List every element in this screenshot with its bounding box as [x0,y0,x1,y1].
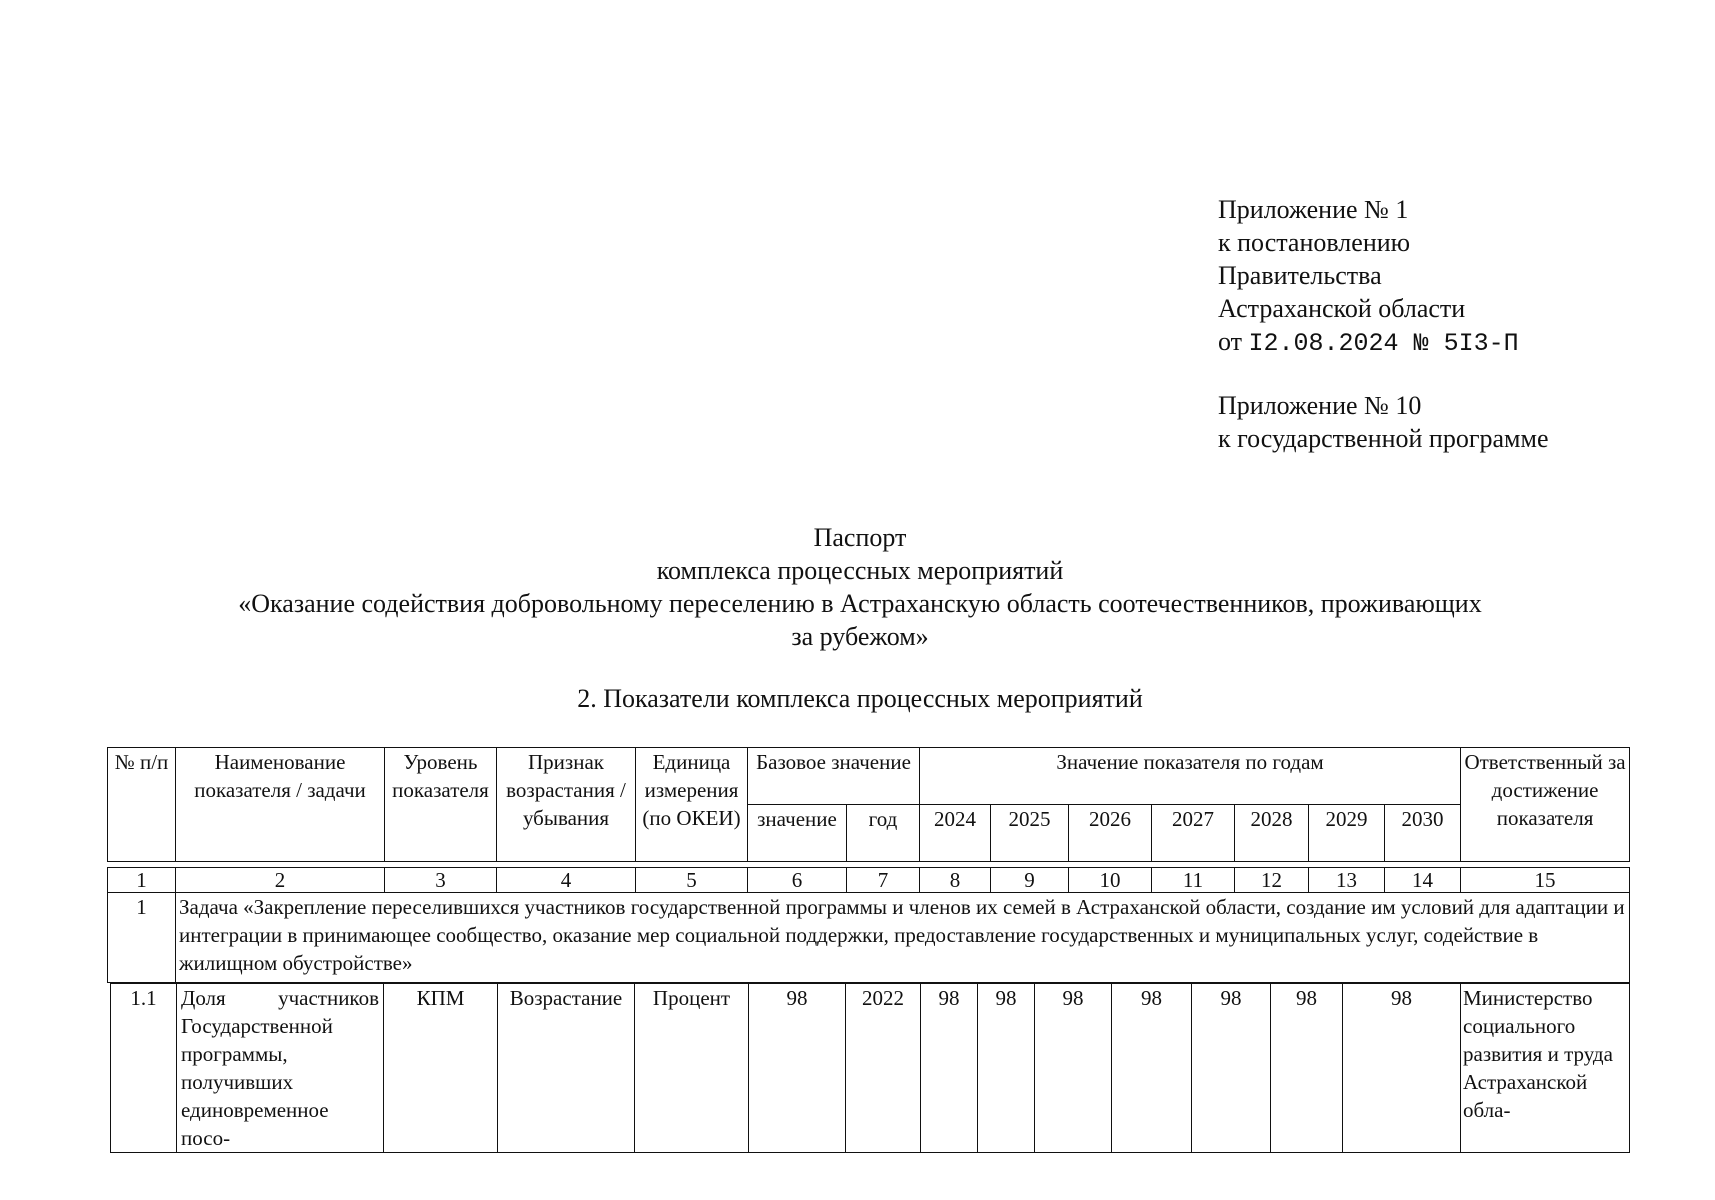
header-responsible: Ответственный за достижение показателя [1461,748,1630,862]
header-year: 2025 [991,805,1069,862]
indicator-row [110,983,1630,1153]
column-number: 13 [1309,868,1385,893]
column-number: 10 [1069,868,1152,893]
column-number: 6 [748,868,847,893]
header-base: Базовое значение [748,748,920,805]
appendix-1-line: Астраханской области [1218,294,1466,323]
column-number: 7 [847,868,920,893]
date-and-number: I2.08.2024 № 5I3-П [1248,329,1519,358]
indicator-value-2025: 98 [978,984,1035,1153]
indicator-value-2028: 98 [1192,984,1271,1153]
header-sign: Признак возрастания / убывания [497,748,636,862]
indicator-value-2029: 98 [1271,984,1343,1153]
column-number: 15 [1461,868,1630,893]
column-number: 3 [385,868,497,893]
column-number: 14 [1385,868,1461,893]
column-number: 4 [497,868,636,893]
indicator-name: Доля участников Государственной программы, получивших единовременное посо- [177,984,384,1153]
header-num: № п/п [108,748,176,862]
indicator-responsible: Министерство социального развития и труда Астраханской обла- [1461,984,1630,1153]
column-number: 1 [108,868,176,893]
title-line: Паспорт [813,523,907,552]
title-line: «Оказание содействия добровольному переселению в Астраханскую область соотечественников, проживающих [238,589,1482,618]
appendix-1-line: к постановлению [1218,228,1411,257]
title-line: за рубежом» [791,622,929,651]
indicator-value-2024: 98 [921,984,978,1153]
header-year: 2029 [1309,805,1385,862]
header-base-year: год [847,805,920,862]
indicator-level: КПМ [384,984,498,1153]
appendix-10-line: к государственной программе [1218,424,1549,453]
header-unit: Единица измерения (по ОКЕИ) [636,748,748,862]
column-numbers-row [107,867,1630,893]
header-year: 2028 [1235,805,1309,862]
title-line: комплекса процессных мероприятий [656,556,1064,585]
header-year: 2026 [1069,805,1152,862]
header-name: Наименование показателя / задачи [176,748,385,862]
column-number: 2 [176,868,385,893]
header-year: 2024 [920,805,991,862]
appendix-1-line: Правительства [1218,261,1382,290]
appendix-1-line: Приложение № 1 [1218,195,1409,224]
date-prefix: от [1218,327,1243,356]
header-by-years: Значение показателя по годам [920,748,1461,805]
column-number: 8 [920,868,991,893]
task-number: 1 [108,893,176,983]
appendix-10-block [1218,389,1549,455]
task-text: Задача «Закрепление переселившихся участников государственной программы и членов их семей в Астраханской области, создание им условий для адаптации и интеграции в принимающее сообщество, оказание мер социальной поддержки, предоставление государственных и муниципальных услуг, содействие в жилищном обустройстве» [176,893,1630,983]
indicators-table-header [107,747,1630,862]
header-level: Уровень показателя [385,748,497,862]
indicator-base-value: 98 [749,984,846,1153]
column-number: 5 [636,868,748,893]
indicator-unit: Процент [635,984,749,1153]
header-base-value: значение [748,805,847,862]
column-number: 9 [991,868,1069,893]
appendix-1-date-line [1218,325,1519,360]
column-number: 11 [1152,868,1235,893]
column-number: 12 [1235,868,1309,893]
appendix-10-line: Приложение № 10 [1218,391,1422,420]
header-year: 2027 [1152,805,1235,862]
indicator-sign: Возрастание [498,984,635,1153]
header-year: 2030 [1385,805,1461,862]
indicator-base-year: 2022 [846,984,921,1153]
appendix-1-block [1218,193,1519,360]
document-title [120,521,1600,653]
indicator-value-2027: 98 [1112,984,1192,1153]
indicator-value-2026: 98 [1035,984,1112,1153]
indicator-number: 1.1 [111,984,177,1153]
indicator-value-2030: 98 [1343,984,1461,1153]
task-row [107,892,1630,983]
section-title: 2. Показатели комплекса процессных мероприятий [577,684,1143,713]
